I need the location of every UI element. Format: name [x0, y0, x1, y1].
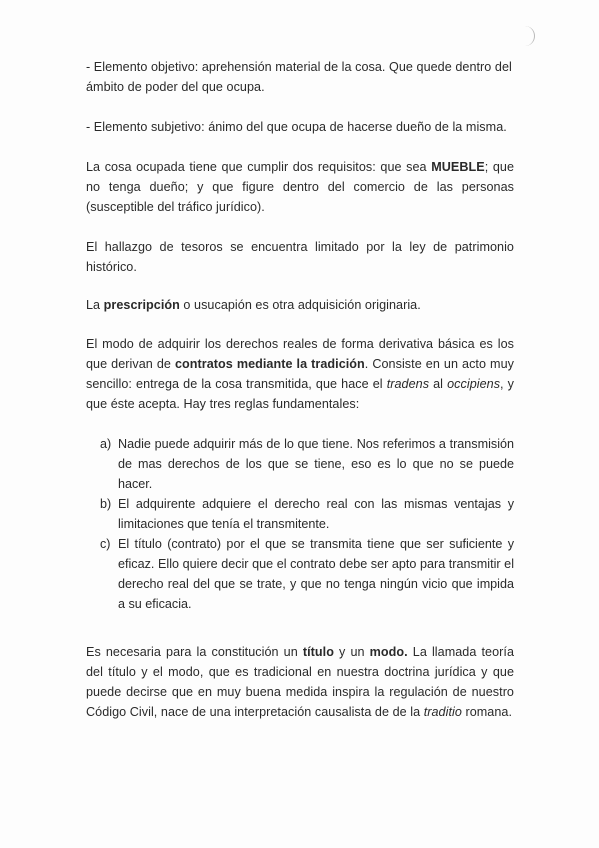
- rules-list: [100, 434, 514, 614]
- paragraph-text: y un: [333, 645, 370, 659]
- italic-term-traditio: traditio: [423, 705, 462, 719]
- list-item: [100, 494, 514, 534]
- paragraph-titulo-modo: [86, 642, 514, 722]
- bold-term-titulo: título: [302, 645, 334, 659]
- paragraph-text: La: [86, 298, 104, 312]
- paragraph-text: La cosa ocupada tiene que cumplir dos requisitos: que sea: [86, 160, 432, 174]
- italic-term-tradens: tradens: [386, 377, 430, 391]
- list-item-text: El adquirente adquiere el derecho real con las mismas ventajas y limitaciones que tenía el transmitente.: [118, 497, 514, 531]
- paragraph-text: La llamada teoría del título y el modo, que es tradicional en nuestra doctrina jurídica y que puede decirse que en muy buena medida inspira la regulación de nuestro Código Civil, nace de una interpretación causalista de de la: [86, 645, 514, 719]
- paragraph-text: . Consiste en un acto muy sencillo: entrega de la cosa transmitida, que hace el: [86, 357, 514, 391]
- paragraph-hallazgo-tesoros: [86, 237, 514, 277]
- paragraph-text: ; que no tenga dueño; y que figure dentro del comercio de las personas (susceptible del tráfico jurídico).: [86, 160, 514, 214]
- paragraph-text: - Elemento objetivo: aprehensión material de la cosa. Que quede dentro del ámbito de poder del que ocupa.: [86, 60, 512, 94]
- paragraph-prescripcion: [86, 295, 514, 315]
- page-corner-mark: [524, 26, 535, 46]
- paragraph-text: , y que éste acepta. Hay tres reglas fundamentales:: [86, 377, 515, 411]
- bold-term-prescripcion: prescripción: [103, 298, 180, 312]
- list-item: [100, 534, 514, 614]
- list-item: [100, 434, 514, 494]
- paragraph-elemento-objetivo: [86, 57, 514, 97]
- paragraph-text: Es necesaria para la constitución un: [86, 645, 303, 659]
- paragraph-text: - Elemento subjetivo: ánimo del que ocupa de hacerse dueño de la misma.: [86, 120, 507, 134]
- paragraph-cosa-ocupada: [86, 157, 514, 217]
- list-item-text: Nadie puede adquirir más de lo que tiene. Nos referimos a transmisión de mas derechos de los que se tiene, eso es lo que no se puede hacer.: [118, 437, 514, 491]
- paragraph-text: al: [429, 377, 448, 391]
- paragraph-modo-adquirir: [86, 334, 514, 414]
- paragraph-text: romana.: [461, 705, 513, 719]
- paragraph-elemento-subjetivo: [86, 117, 514, 137]
- paragraph-text: El hallazgo de tesoros se encuentra limitado por la ley de patrimonio histórico.: [86, 240, 514, 274]
- list-item-text: El título (contrato) por el que se transmita tiene que ser suficiente y eficaz. Ello quiere decir que el contrato debe ser apto para transmitir el derecho real del que se trate, y que no tenga ningún vicio que impida a su eficacia.: [118, 537, 514, 611]
- paragraph-text: El modo de adquirir los derechos reales de forma derivativa básica es los que derivan de: [86, 337, 514, 371]
- list-marker: c): [100, 537, 111, 551]
- bold-term-contratos: contratos mediante la tradición: [174, 357, 365, 371]
- italic-term-occipiens: occipiens: [447, 377, 501, 391]
- list-marker: b): [100, 497, 112, 511]
- list-marker: a): [100, 437, 112, 451]
- bold-term-mueble: MUEBLE: [431, 160, 485, 174]
- bold-term-modo: modo.: [369, 645, 408, 659]
- paragraph-text: o usucapión es otra adquisición originaria.: [179, 298, 421, 312]
